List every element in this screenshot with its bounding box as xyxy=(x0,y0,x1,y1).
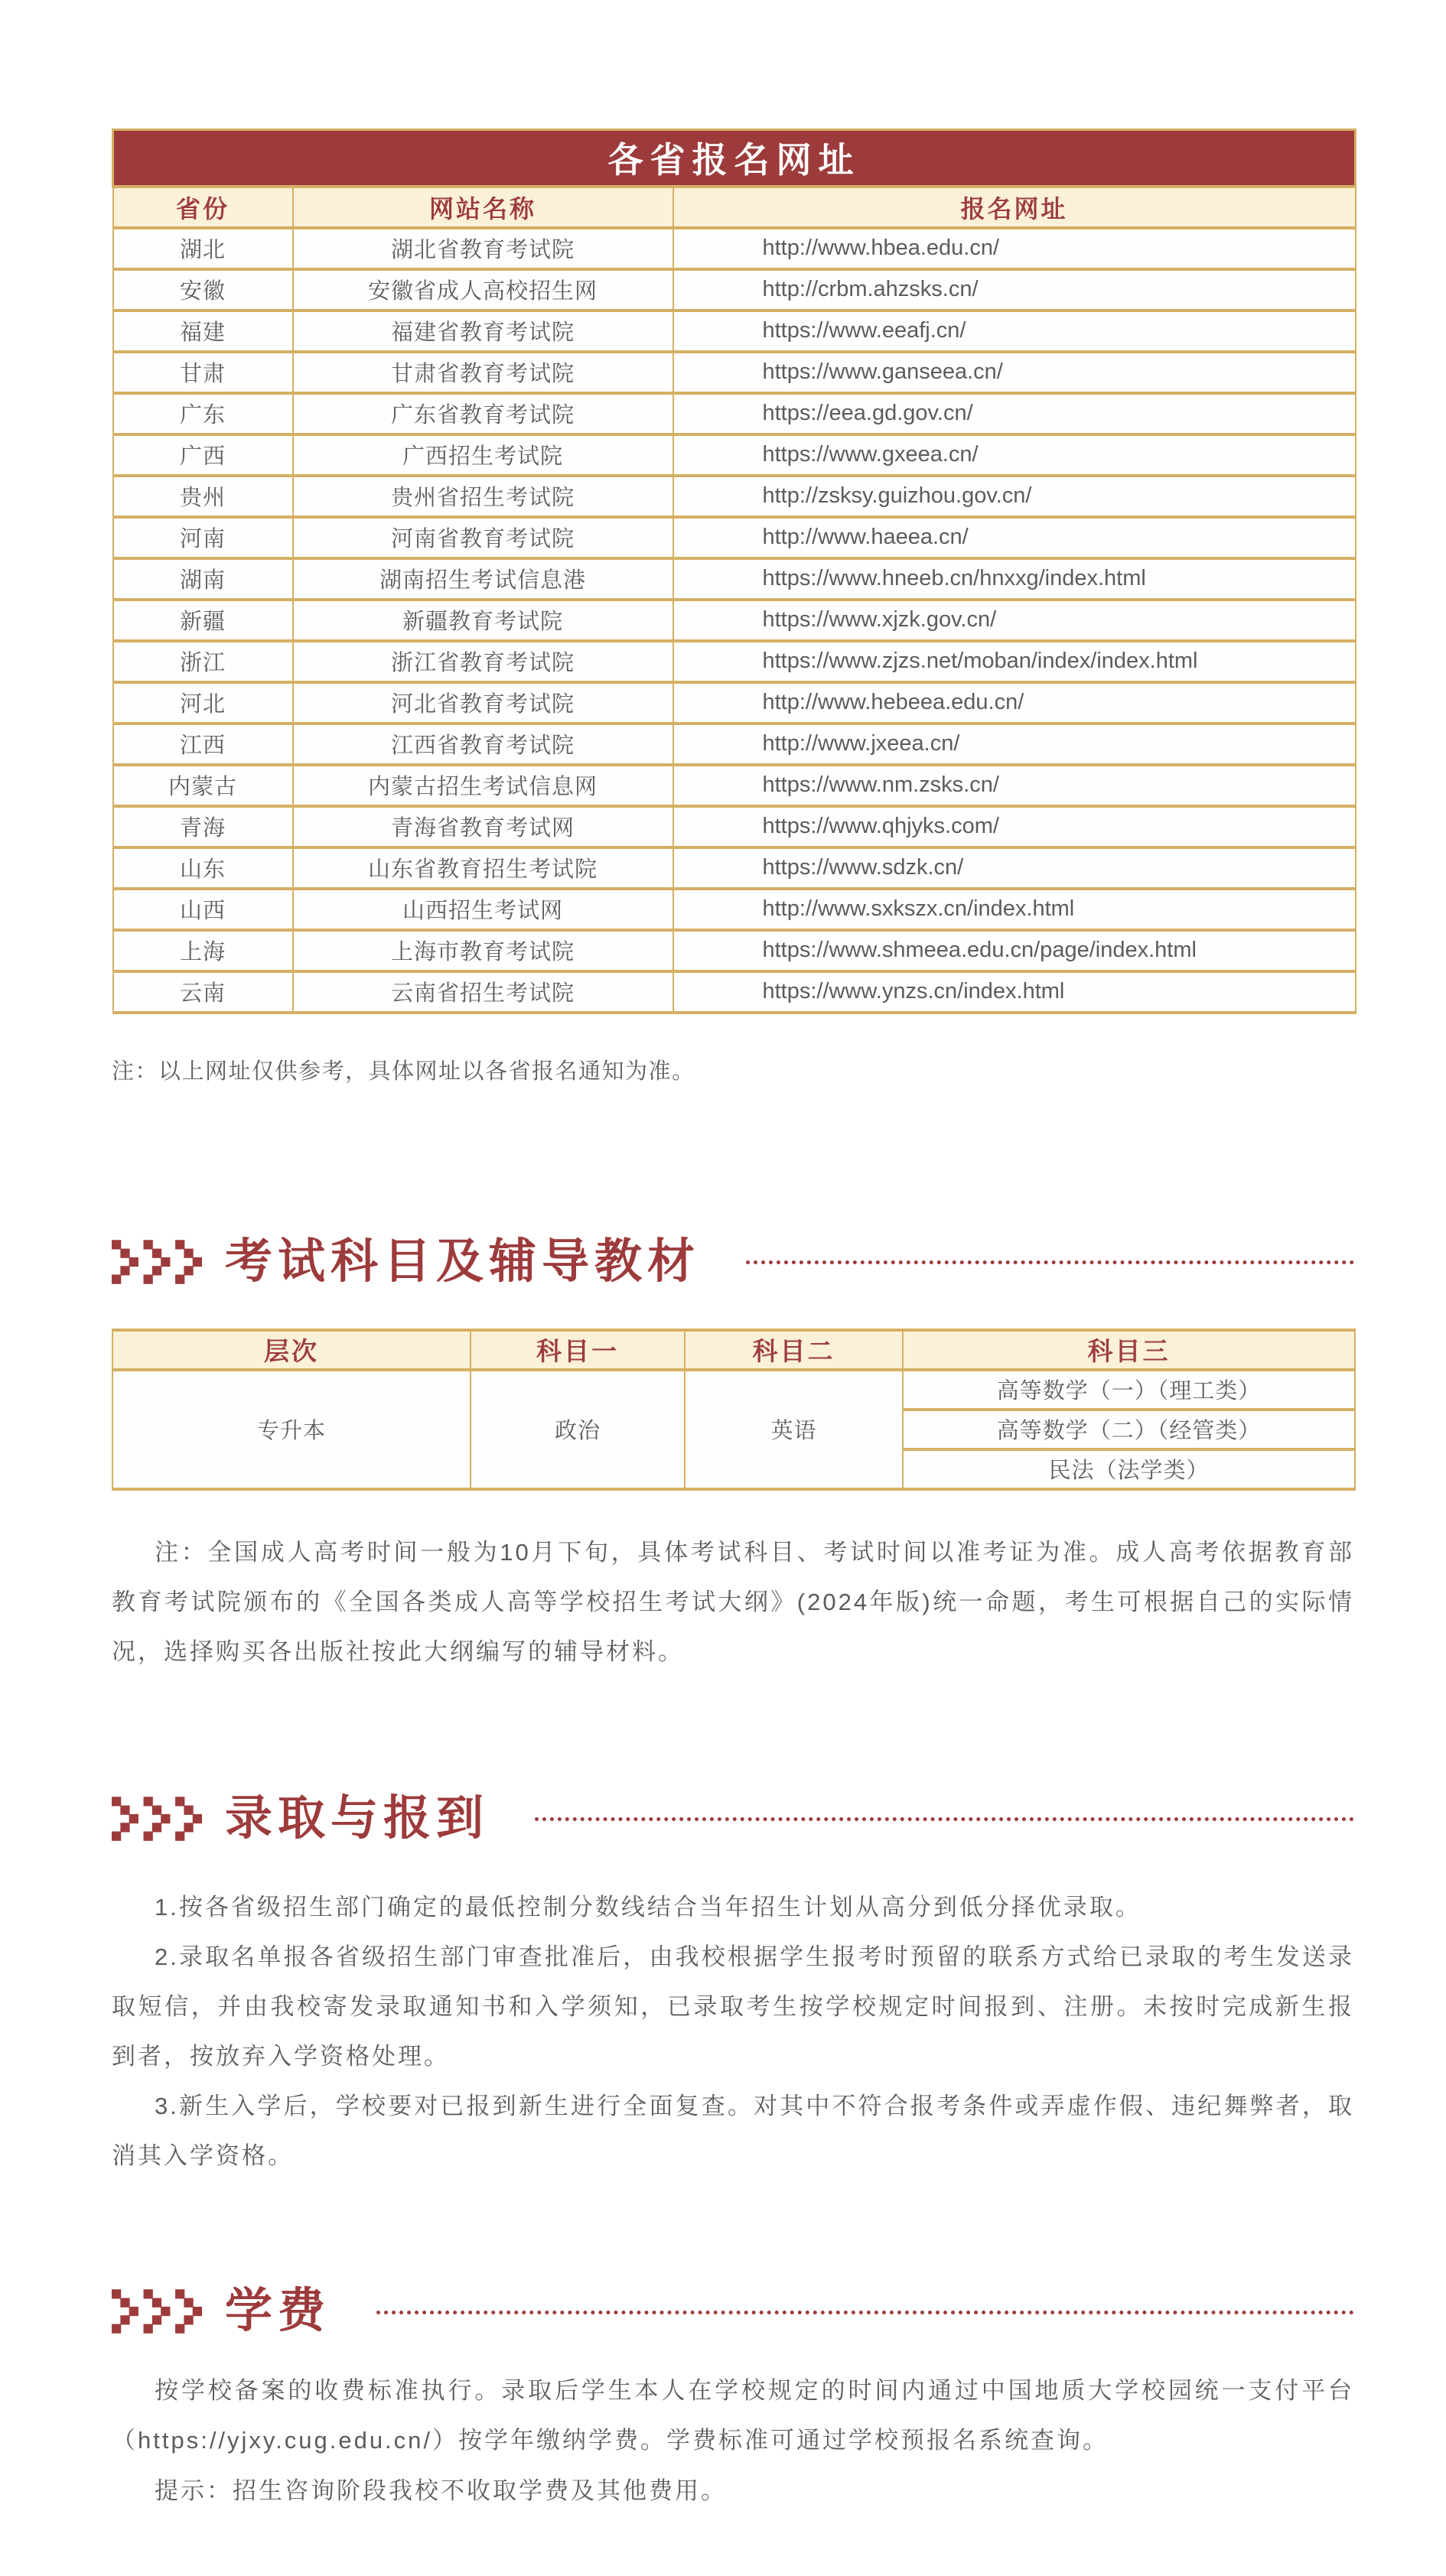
subject3-cell: 民法（法学类） xyxy=(903,1449,1355,1489)
province-table-body xyxy=(113,228,1356,1013)
column-header-level: 层次 xyxy=(112,1330,471,1370)
table-row xyxy=(113,476,1356,517)
province-cell: 云南 xyxy=(113,971,293,1013)
admission-paragraph-1: 1.按各省级招生部门确定的最低控制分数线结合当年招生计划从高分到低分择优录取。 xyxy=(155,1893,1141,1921)
subject3-cell: 高等数学（二）（经管类） xyxy=(903,1410,1355,1449)
table-row xyxy=(113,765,1356,806)
section-title-subjects: 考试科目及辅导教材 xyxy=(225,1234,701,1288)
province-cell: 广西 xyxy=(113,434,293,476)
table-row xyxy=(113,269,1356,311)
province-cell: 江西 xyxy=(113,724,293,765)
url-cell: https://www.gxeea.cn/ xyxy=(673,434,1356,476)
subjects-row xyxy=(112,1370,1355,1410)
url-cell: http://www.sxkszx.cn/index.html xyxy=(673,889,1356,930)
table-row xyxy=(113,352,1356,393)
column-header-subject2: 科目二 xyxy=(685,1330,903,1370)
tuition-paragraph-2: 提示：招生咨询阶段我校不收取学费及其他费用。 xyxy=(155,2477,727,2504)
table-row xyxy=(113,393,1356,434)
section-heading-subjects xyxy=(112,1234,1354,1288)
table-row xyxy=(113,641,1356,682)
province-cell: 新疆 xyxy=(113,600,293,641)
province-cell: 内蒙古 xyxy=(113,765,293,806)
page-content xyxy=(112,0,1354,2516)
table-row xyxy=(113,517,1356,558)
column-header-subject3: 科目三 xyxy=(903,1330,1355,1370)
site-name-cell: 广东省教育考试院 xyxy=(293,393,673,434)
table-row xyxy=(113,847,1356,889)
table-row xyxy=(113,228,1356,269)
site-name-cell: 广西招生考试院 xyxy=(293,434,673,476)
subject2-cell: 英语 xyxy=(685,1370,903,1489)
site-name-cell: 云南省招生考试院 xyxy=(293,971,673,1013)
site-name-cell: 湖南招生考试信息港 xyxy=(293,558,673,600)
url-cell: http://crbm.ahzsks.cn/ xyxy=(673,269,1356,311)
table-row xyxy=(113,311,1356,352)
dotted-leader xyxy=(376,2311,1354,2314)
table-row xyxy=(113,971,1356,1013)
site-name-cell: 内蒙古招生考试信息网 xyxy=(293,765,673,806)
province-cell: 甘肃 xyxy=(113,352,293,393)
admission-paragraph-2: 2.录取名单报各省级招生部门审查批准后，由我校根据学生报考时预留的联系方式给已录取的考生发送录取短信，并由我校寄发录取通知书和入学须知，已录取考生按学校规定时间报到、注册。未按时完成新生报到者，按放弃入学资格处理。 xyxy=(112,1943,1354,2070)
url-cell: https://www.nm.zsks.cn/ xyxy=(673,765,1356,806)
url-cell: https://www.qhjyks.com/ xyxy=(673,806,1356,847)
province-cell: 上海 xyxy=(113,930,293,971)
url-cell: https://www.eeafj.cn/ xyxy=(673,311,1356,352)
column-header-url: 报名网址 xyxy=(673,187,1356,228)
admission-paragraph-3: 3.新生入学后，学校要对已报到新生进行全面复查。对其中不符合报考条件或弄虚作假、违纪舞弊者，取消其入学资格。 xyxy=(112,2093,1354,2170)
province-cell: 湖南 xyxy=(113,558,293,600)
table-row xyxy=(113,600,1356,641)
url-cell: https://www.xjzk.gov.cn/ xyxy=(673,600,1356,641)
url-cell: https://www.ganseea.cn/ xyxy=(673,352,1356,393)
province-cell: 湖北 xyxy=(113,228,293,269)
subjects-table-header-row xyxy=(112,1330,1355,1370)
url-cell: http://www.hbea.edu.cn/ xyxy=(673,228,1356,269)
table-row xyxy=(113,558,1356,600)
url-cell: https://www.shmeea.edu.cn/page/index.html xyxy=(673,930,1356,971)
column-header-province: 省份 xyxy=(113,187,293,228)
url-cell: https://www.hneeb.cn/hnxxg/index.html xyxy=(673,558,1356,600)
province-cell: 广东 xyxy=(113,393,293,434)
site-name-cell: 安徽省成人高校招生网 xyxy=(293,269,673,311)
province-table-title-row xyxy=(113,130,1356,187)
url-cell: https://eea.gd.gov.cn/ xyxy=(673,393,1356,434)
province-table-note: 注：以上网址仅供参考，具体网址以各省报名通知为准。 xyxy=(112,1059,695,1084)
province-cell: 河南 xyxy=(113,517,293,558)
province-table xyxy=(112,128,1356,1014)
column-header-subject1: 科目一 xyxy=(471,1330,685,1370)
province-table-title: 各省报名网址 xyxy=(113,130,1356,187)
table-row xyxy=(113,724,1356,765)
province-cell: 浙江 xyxy=(113,641,293,682)
section-heading-tuition xyxy=(112,2285,1354,2338)
province-cell: 山西 xyxy=(113,889,293,930)
table-row xyxy=(113,930,1356,971)
subject1-cell: 政治 xyxy=(471,1370,685,1489)
column-header-site-name: 网站名称 xyxy=(293,187,673,228)
site-name-cell: 浙江省教育考试院 xyxy=(293,641,673,682)
province-table-header-row xyxy=(113,187,1356,228)
site-name-cell: 湖北省教育考试院 xyxy=(293,228,673,269)
url-cell: https://www.zjzs.net/moban/index/index.html xyxy=(673,641,1356,682)
subjects-note: 注：全国成人高考时间一般为10月下旬，具体考试科目、考试时间以准考证为准。成人高考依据教育部教育考试院颁布的《全国各类成人高等学校招生考试大纲》(2024年版)统一命题，考生可根据自己的实际情况，选择购买各出版社按此大纲编写的辅导材料。 xyxy=(112,1538,1354,1665)
province-cell: 山东 xyxy=(113,847,293,889)
province-cell: 安徽 xyxy=(113,269,293,311)
section-title-tuition: 学费 xyxy=(225,2285,331,2338)
url-cell: http://zsksy.guizhou.gov.cn/ xyxy=(673,476,1356,517)
province-cell: 福建 xyxy=(113,311,293,352)
url-cell: https://www.sdzk.cn/ xyxy=(673,847,1356,889)
section-title-admission: 录取与报到 xyxy=(225,1791,490,1845)
url-cell: http://www.hebeea.edu.cn/ xyxy=(673,682,1356,724)
url-cell: https://www.ynzs.cn/index.html xyxy=(673,971,1356,1013)
site-name-cell: 福建省教育考试院 xyxy=(293,311,673,352)
site-name-cell: 青海省教育考试网 xyxy=(293,806,673,847)
triple-chevron-icon xyxy=(112,2289,202,2334)
site-name-cell: 江西省教育考试院 xyxy=(293,724,673,765)
level-cell: 专升本 xyxy=(112,1370,471,1489)
section-heading-admission xyxy=(112,1791,1354,1845)
site-name-cell: 新疆教育考试院 xyxy=(293,600,673,641)
site-name-cell: 山东省教育招生考试院 xyxy=(293,847,673,889)
table-row xyxy=(113,434,1356,476)
table-row xyxy=(113,889,1356,930)
site-name-cell: 山西招生考试网 xyxy=(293,889,673,930)
subjects-table-body xyxy=(112,1370,1355,1489)
table-row xyxy=(113,682,1356,724)
site-name-cell: 河南省教育考试院 xyxy=(293,517,673,558)
tuition-paragraph-1: 按学校备案的收费标准执行。录取后学生本人在学校规定的时间内通过中国地质大学校园统一支付平台（https://yjxy.cug.edu.cn/）按学年缴纳学费。学费标准可通过学校预报名系统查询。 xyxy=(112,2377,1354,2454)
province-cell: 贵州 xyxy=(113,476,293,517)
site-name-cell: 河北省教育考试院 xyxy=(293,682,673,724)
table-row xyxy=(113,806,1356,847)
subjects-table xyxy=(112,1329,1356,1491)
province-cell: 河北 xyxy=(113,682,293,724)
province-cell: 青海 xyxy=(113,806,293,847)
subject3-cell: 高等数学（一）（理工类） xyxy=(903,1370,1355,1410)
triple-chevron-icon xyxy=(112,1797,202,1841)
site-name-cell: 上海市教育考试院 xyxy=(293,930,673,971)
dotted-leader xyxy=(535,1817,1354,1821)
url-cell: http://www.haeea.cn/ xyxy=(673,517,1356,558)
site-name-cell: 贵州省招生考试院 xyxy=(293,476,673,517)
dotted-leader xyxy=(746,1260,1354,1264)
url-cell: http://www.jxeea.cn/ xyxy=(673,724,1356,765)
triple-chevron-icon xyxy=(112,1240,202,1284)
site-name-cell: 甘肃省教育考试院 xyxy=(293,352,673,393)
